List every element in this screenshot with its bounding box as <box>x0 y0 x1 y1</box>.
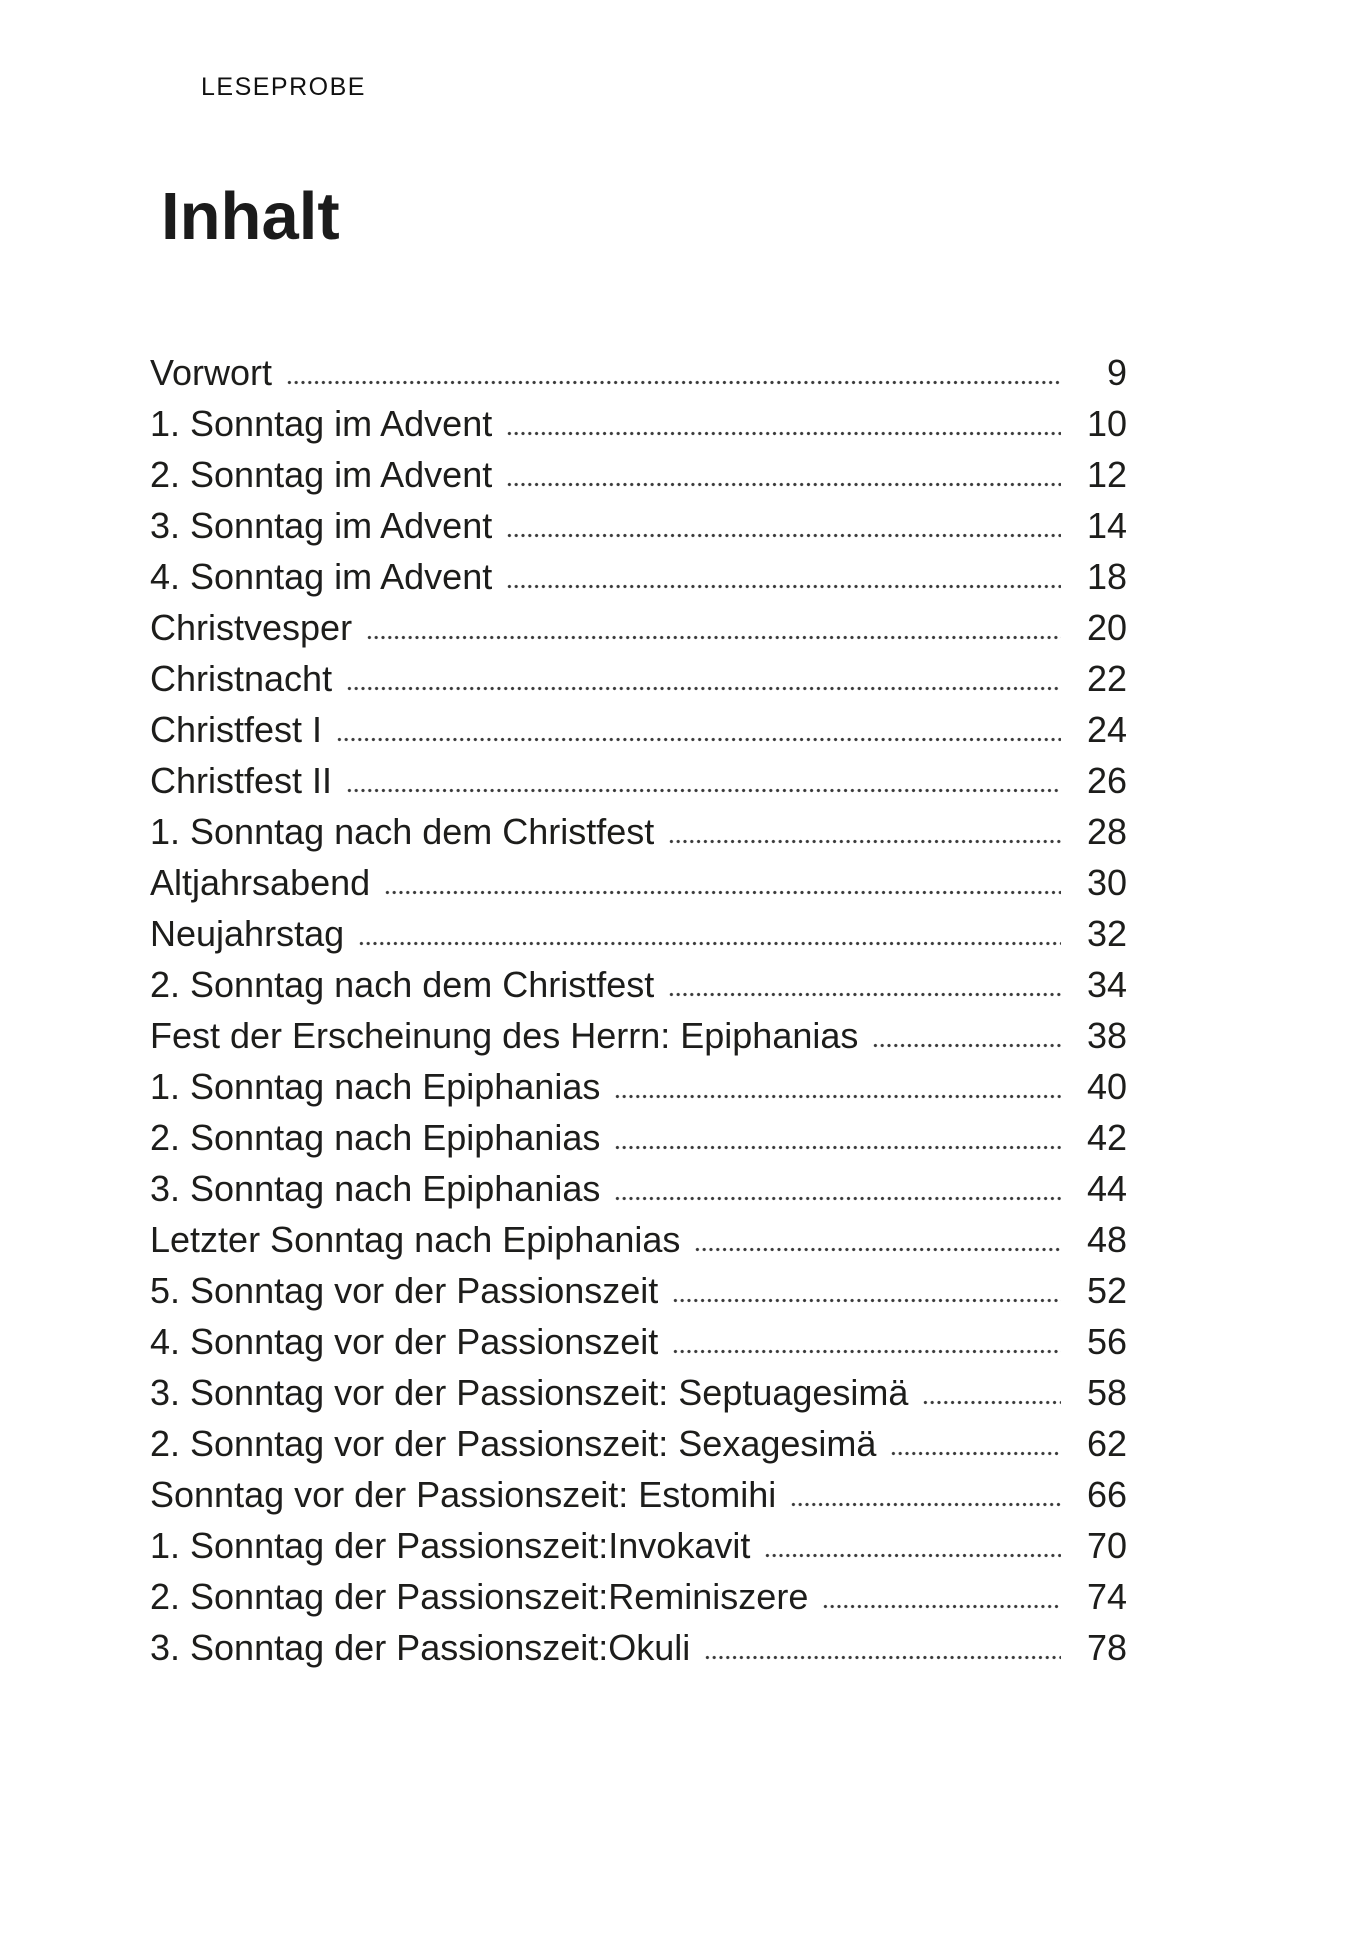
toc-entry-page: 30 <box>1086 862 1127 903</box>
toc-entry-page: 62 <box>1086 1423 1127 1464</box>
toc-entry-page: 42 <box>1086 1117 1127 1158</box>
toc-entry-label: Christnacht <box>150 658 333 699</box>
toc-entry-label: Neujahrstag <box>150 913 345 954</box>
toc-entry <box>150 1265 1127 1316</box>
dot-leader <box>764 1553 1061 1558</box>
toc-entry <box>150 398 1127 449</box>
toc-entry-label: 3. Sonntag vor der Passionszeit: Septuagesimä <box>150 1372 909 1413</box>
toc-entry-label: 1. Sonntag nach Epiphanias <box>150 1066 601 1107</box>
toc-entry-label: Christfest I <box>150 709 323 750</box>
toc-entry <box>150 704 1127 755</box>
dot-leader <box>614 1145 1061 1150</box>
dot-leader <box>384 890 1061 895</box>
dot-leader <box>506 482 1061 487</box>
toc-entry <box>150 347 1127 398</box>
toc-entry-page: 66 <box>1086 1474 1127 1515</box>
dot-leader <box>506 584 1061 589</box>
dot-leader <box>506 533 1061 538</box>
toc-entry-label: 2. Sonntag vor der Passionszeit: Sexagesimä <box>150 1423 877 1464</box>
toc-entry-label: 2. Sonntag nach dem Christfest <box>150 964 655 1005</box>
table-of-contents <box>150 347 1127 1673</box>
toc-entry <box>150 1010 1127 1061</box>
dot-leader <box>346 788 1061 793</box>
toc-entry <box>150 449 1127 500</box>
toc-entry-label: 1. Sonntag nach dem Christfest <box>150 811 655 852</box>
dot-leader <box>704 1655 1061 1660</box>
toc-entry-label: Christfest II <box>150 760 333 801</box>
toc-entry-label: Altjahrsabend <box>150 862 371 903</box>
toc-entry-page: 78 <box>1086 1627 1127 1668</box>
toc-entry-label: 4. Sonntag vor der Passionszeit <box>150 1321 659 1362</box>
toc-entry <box>150 1163 1127 1214</box>
dot-leader <box>668 839 1061 844</box>
toc-entry <box>150 1214 1127 1265</box>
toc-entry-label: 3. Sonntag nach Epiphanias <box>150 1168 601 1209</box>
dot-leader <box>366 635 1061 640</box>
toc-entry-page: 32 <box>1086 913 1127 954</box>
toc-entry-page: 52 <box>1086 1270 1127 1311</box>
dot-leader <box>872 1043 1061 1048</box>
toc-entry-label: Letzter Sonntag nach Epiphanias <box>150 1219 681 1260</box>
dot-leader <box>286 380 1061 385</box>
toc-entry-label: 1. Sonntag im Advent <box>150 403 493 444</box>
toc-entry-page: 10 <box>1086 403 1127 444</box>
toc-entry-page: 28 <box>1086 811 1127 852</box>
toc-entry-label: 2. Sonntag der Passionszeit:Reminiszere <box>150 1576 809 1617</box>
toc-entry <box>150 1061 1127 1112</box>
toc-entry-page: 18 <box>1086 556 1127 597</box>
dot-leader <box>358 941 1061 946</box>
page-title: Inhalt <box>161 179 340 254</box>
toc-entry-label: 5. Sonntag vor der Passionszeit <box>150 1270 659 1311</box>
toc-entry <box>150 1367 1127 1418</box>
toc-entry-page: 22 <box>1086 658 1127 699</box>
toc-entry-label: 1. Sonntag der Passionszeit:Invokavit <box>150 1525 751 1566</box>
toc-entry <box>150 500 1127 551</box>
toc-entry <box>150 551 1127 602</box>
dot-leader <box>346 686 1061 691</box>
dot-leader <box>790 1502 1061 1507</box>
toc-entry-label: 3. Sonntag der Passionszeit:Okuli <box>150 1627 691 1668</box>
toc-entry-label: 3. Sonntag im Advent <box>150 505 493 546</box>
toc-entry-label: 2. Sonntag nach Epiphanias <box>150 1117 601 1158</box>
toc-entry-label: Sonntag vor der Passionszeit: Estomihi <box>150 1474 777 1515</box>
dot-leader <box>672 1349 1061 1354</box>
dot-leader <box>672 1298 1061 1303</box>
leseprobe-label: LESEPROBE <box>201 73 366 101</box>
toc-entry <box>150 1316 1127 1367</box>
toc-entry-page: 70 <box>1086 1525 1127 1566</box>
toc-entry-page: 9 <box>1106 352 1127 393</box>
toc-entry <box>150 857 1127 908</box>
toc-entry-page: 44 <box>1086 1168 1127 1209</box>
toc-entry-page: 74 <box>1086 1576 1127 1617</box>
toc-entry-page: 26 <box>1086 760 1127 801</box>
toc-entry-page: 24 <box>1086 709 1127 750</box>
toc-entry <box>150 1112 1127 1163</box>
toc-entry-page: 12 <box>1086 454 1127 495</box>
toc-entry <box>150 1571 1127 1622</box>
toc-entry <box>150 755 1127 806</box>
toc-entry <box>150 1418 1127 1469</box>
dot-leader <box>890 1451 1061 1456</box>
toc-entry <box>150 653 1127 704</box>
toc-entry-label: Fest der Erscheinung des Herrn: Epiphanias <box>150 1015 859 1056</box>
toc-entry-page: 14 <box>1086 505 1127 546</box>
toc-entry-page: 38 <box>1086 1015 1127 1056</box>
dot-leader <box>506 431 1061 436</box>
dot-leader <box>668 992 1061 997</box>
toc-entry <box>150 959 1127 1010</box>
toc-entry-page: 58 <box>1086 1372 1127 1413</box>
toc-entry-page: 56 <box>1086 1321 1127 1362</box>
toc-entry-page: 34 <box>1086 964 1127 1005</box>
dot-leader <box>694 1247 1061 1252</box>
dot-leader <box>336 737 1061 742</box>
toc-entry-label: Christvesper <box>150 607 353 648</box>
toc-entry-page: 40 <box>1086 1066 1127 1107</box>
toc-entry <box>150 1469 1127 1520</box>
toc-entry-page: 48 <box>1086 1219 1127 1260</box>
toc-entry-label: 4. Sonntag im Advent <box>150 556 493 597</box>
dot-leader <box>822 1604 1061 1609</box>
dot-leader <box>614 1094 1061 1099</box>
toc-entry <box>150 1520 1127 1571</box>
toc-entry-page: 20 <box>1086 607 1127 648</box>
toc-entry <box>150 602 1127 653</box>
dot-leader <box>614 1196 1061 1201</box>
toc-entry-label: 2. Sonntag im Advent <box>150 454 493 495</box>
toc-entry-label: Vorwort <box>150 352 273 393</box>
dot-leader <box>922 1400 1061 1405</box>
toc-entry <box>150 806 1127 857</box>
toc-entry <box>150 1622 1127 1673</box>
toc-entry <box>150 908 1127 959</box>
